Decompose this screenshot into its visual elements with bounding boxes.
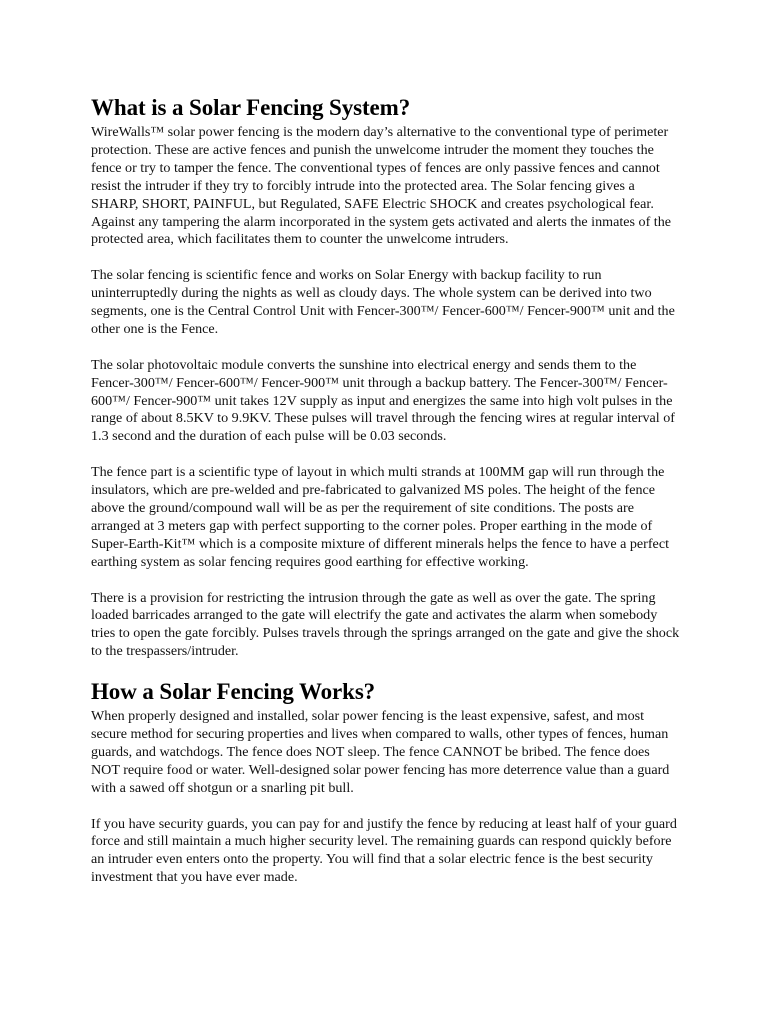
paragraph: If you have security guards, you can pay for and justify the fence by reducing at least half of your guard force and still maintain a much higher security level. The remaining guards can respond quickly before an intruder even enters onto the property. You will find that a solar electric fence is the best security investment that you have ever made. [91,815,677,886]
section-how-it-works [91,677,681,887]
heading-what-is: What is a Solar Fencing System? [91,95,411,120]
section-what-is [91,93,681,661]
paragraph: There is a provision for restricting the intrusion through the gate as well as over the gate. The spring loaded barricades arranged to the gate will electrify the gate and activates the alarm when somebody tries to open the gate forcibly. Pulses travels through the springs arranged on the gate and give the shock to the trespassers/intruder. [91,589,680,660]
heading-how-it-works: How a Solar Fencing Works? [91,679,376,705]
paragraph: The fence part is a scientific type of layout in which multi strands at 100MM gap will run through the insulators, which are pre-welded and pre-fabricated to galvanized MS poles. The height of the fence above the ground/compound wall will be as per the requirement of site conditions. The posts are arranged at 3 meters gap with perfect supporting to the corner poles. Proper earthing in the mode of Super-Earth-Kit™ which is a composite mixture of different minerals helps the fence to have a perfect earthing system as solar fencing requires good earthing for effective working. [91,464,669,570]
paragraph: The solar fencing is scientific fence and works on Solar Energy with backup facility to run uninterruptedly during the nights as well as cloudy days. The whole system can be derived into two segments, one is the Central Control Unit with Fencer-300™/ Fencer-600™/ Fencer-900™ unit and the other one is the Fence. [91,267,675,337]
document-page [91,93,681,887]
paragraph: The solar photovoltaic module converts the sunshine into electrical energy and sends them to the Fencer-300™/ Fencer-600™/ Fencer-900™ unit through a backup battery. The Fencer-300™/ Fencer-600™/ Fencer-900™ unit takes 12V supply as input and energizes the same into high volt pulses in the range of about 8.5KV to 9.9KV. These pulses will travel through the fencing wires at regular interval of 1.3 second and the duration of each pulse will be 0.03 seconds. [91,356,675,445]
paragraph: When properly designed and installed, solar power fencing is the least expensive, safest, and most secure method for securing properties and lives when compared to walls, other types of fences, human guards, and watchdogs. The fence does NOT sleep. The fence CANNOT be bribed. The fence does NOT require food or water. Well-designed solar power fencing has more deterrence value than a guard with a sawed off shotgun or a snarling pit bull. [91,708,670,796]
paragraph: WireWalls™ solar power fencing is the modern day’s alternative to the conventional type of perimeter protection. These are active fences and punish the unwelcome intruder the moment they touches the fence or try to tamper the fence. The conventional types of fences are only passive fences and cannot resist the intruder if they try to forcibly intrude into the protected area. The Solar fencing gives a SHARP, SHORT, PAINFUL, but Regulated, SAFE Electric SHOCK and creates psychological fear. Against any tampering the alarm incorporated in the system gets activated and alerts the inmates of the protected area, which facilitates them to counter the unwelcome intruders. [91,124,672,248]
